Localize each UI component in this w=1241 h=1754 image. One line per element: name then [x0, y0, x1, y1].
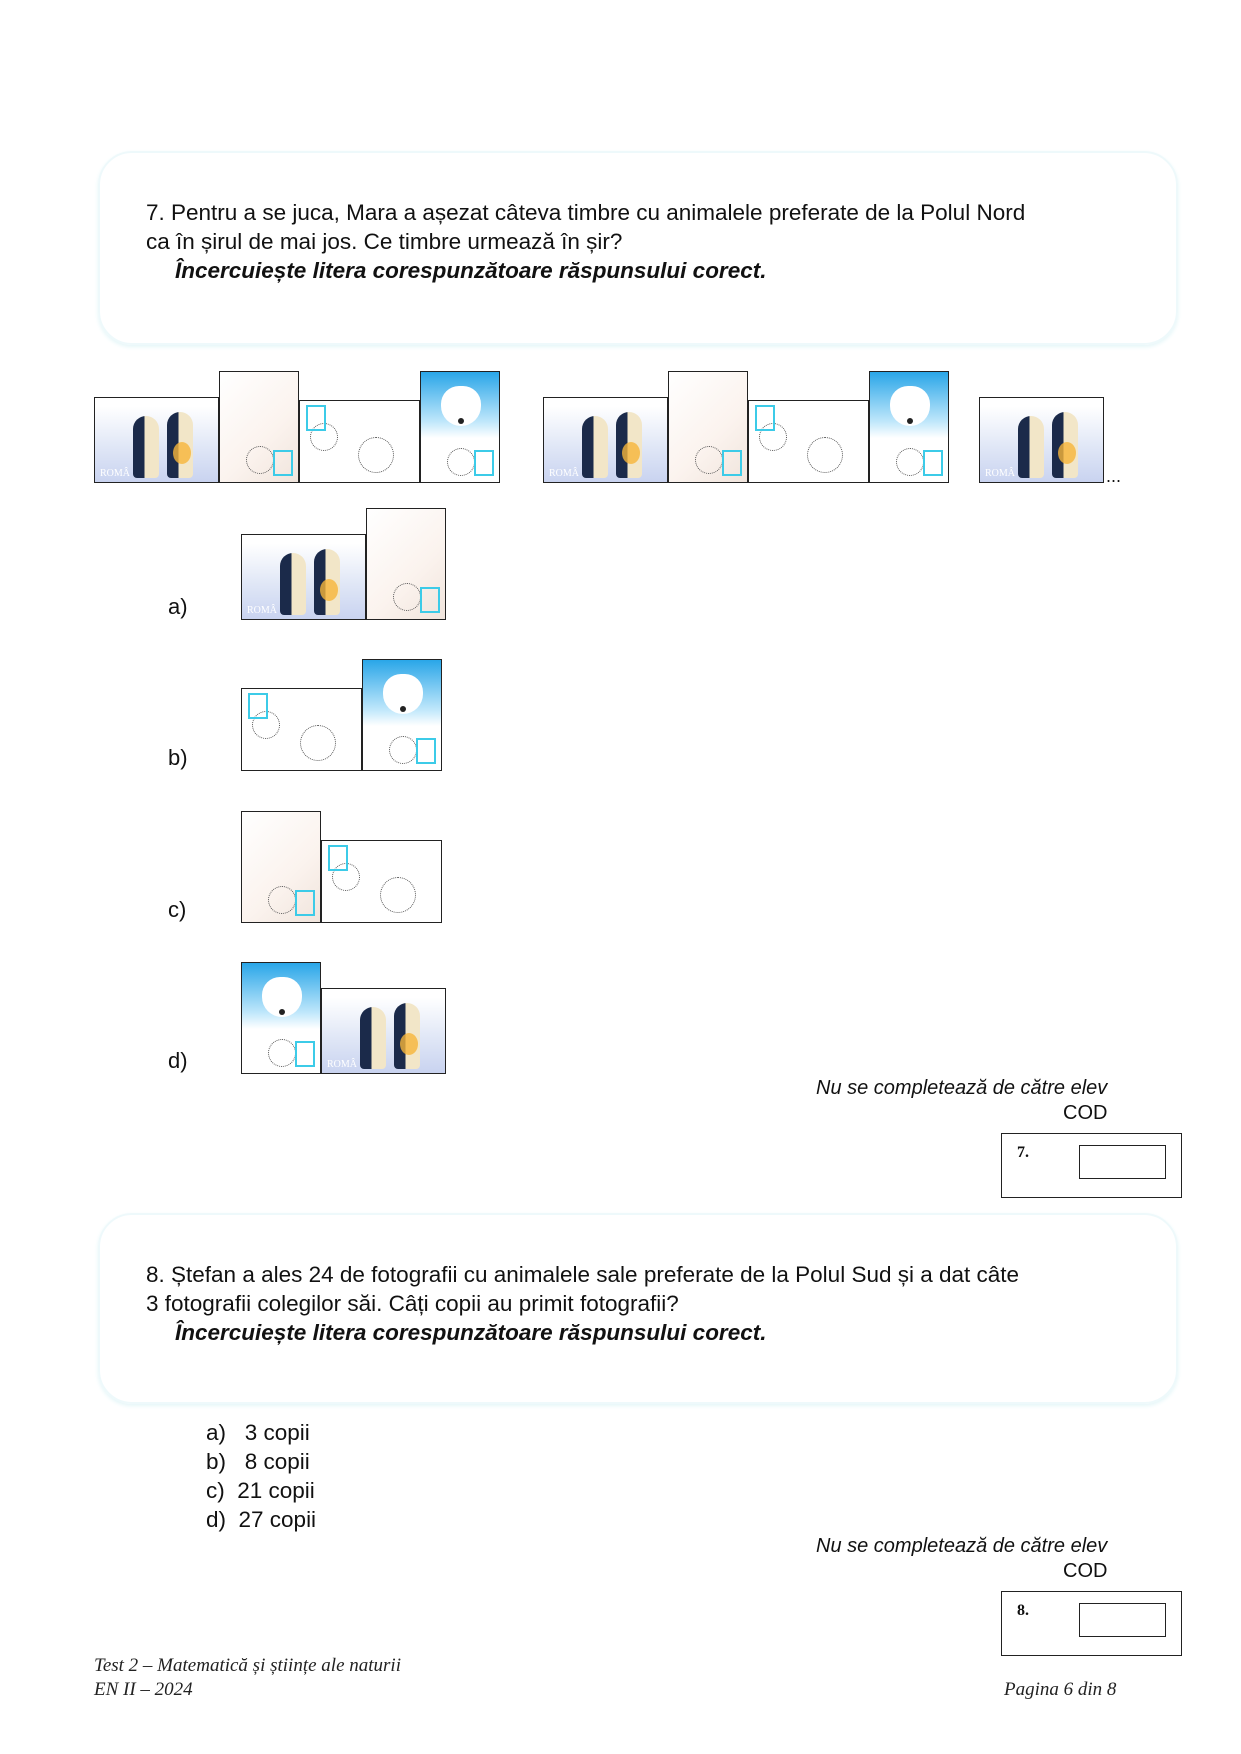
- mini-stamp: [755, 405, 775, 431]
- arctic-fox-stamp: [241, 962, 321, 1074]
- postmark-seal: [695, 446, 723, 474]
- penguins-stamp: [241, 534, 366, 620]
- question-8-text-line1: 8. Ștefan a ales 24 de fotografii cu animalele sale preferate de la Polul Sud și a dat câte: [146, 1262, 1020, 1287]
- stamp-country-mark: ROMÂ: [549, 468, 580, 479]
- answer-option-b[interactable]: b) 8 copii: [206, 1449, 310, 1474]
- penguin-belly: [320, 579, 338, 601]
- stamp-country-mark: ROMÂ: [985, 468, 1016, 479]
- grader-note-7: Nu se completează de către elev: [816, 1077, 1108, 1099]
- polar-bears-stamp: [299, 400, 420, 483]
- cod-input-8: [1079, 1603, 1166, 1637]
- postmark-seal: [358, 437, 394, 473]
- fox-nose: [458, 418, 464, 424]
- mini-stamp: [474, 450, 494, 476]
- fox-nose: [400, 706, 406, 712]
- penguins-stamp: [543, 397, 668, 483]
- penguins-stamp: [94, 397, 219, 483]
- polar-bears-stamp: [748, 400, 869, 483]
- postmark-seal: [447, 448, 475, 476]
- answer-option-a[interactable]: a) 3 copii: [206, 1420, 310, 1445]
- penguin-figure: [133, 416, 159, 478]
- arctic-fox-stamp: [420, 371, 500, 483]
- question-8-instruction: Încercuiește litera corespunzătoare răspunsului corect.: [175, 1320, 767, 1345]
- penguins-stamp: [979, 397, 1104, 483]
- polar-fox-stamp: [241, 811, 321, 923]
- postmark-seal: [246, 446, 274, 474]
- fox-nose: [279, 1009, 285, 1015]
- penguin-figure: [582, 416, 608, 478]
- polar-bears-stamp: [321, 840, 442, 923]
- mini-stamp: [248, 693, 268, 719]
- grader-note-8: Nu se completează de către elev: [816, 1535, 1108, 1557]
- penguin-figure: [360, 1007, 386, 1069]
- penguin-belly: [622, 442, 640, 464]
- stamp-country-mark: ROMÂ: [100, 468, 131, 479]
- postmark-seal: [380, 877, 416, 913]
- option-label: c): [168, 897, 187, 922]
- mini-stamp: [420, 587, 440, 613]
- stamp-country-mark: ROMÂ: [247, 605, 278, 616]
- footer-exam: EN II – 2024: [94, 1679, 193, 1700]
- cod-number-8: 8.: [1017, 1602, 1029, 1619]
- answer-option-d[interactable]: d) 27 copii: [206, 1507, 317, 1532]
- cod-box-8: [1001, 1591, 1182, 1656]
- cod-box-7: [1001, 1133, 1182, 1198]
- footer-page-number: Pagina 6 din 8: [1004, 1679, 1117, 1700]
- question-7-text-line1: 7. Pentru a se juca, Mara a așezat câteva timbre cu animalele preferate de la Polul Nord: [146, 200, 1026, 225]
- question-7-instruction: Încercuiește litera corespunzătoare răspunsului corect.: [175, 258, 767, 283]
- polar-fox-stamp: [219, 371, 299, 483]
- cod-input-7: [1079, 1145, 1166, 1179]
- polar-fox-stamp: [366, 508, 446, 620]
- postmark-seal: [807, 437, 843, 473]
- polar-bears-stamp: [241, 688, 362, 771]
- postmark-seal: [300, 725, 336, 761]
- question-8-text-line2: 3 fotografii colegilor săi. Câți copii au primit fotografii?: [146, 1291, 679, 1316]
- mini-stamp: [328, 845, 348, 871]
- arctic-fox-stamp: [362, 659, 442, 771]
- option-label: b): [168, 745, 188, 770]
- postmark-seal: [896, 448, 924, 476]
- fox-nose: [907, 418, 913, 424]
- penguin-belly: [1058, 442, 1076, 464]
- mini-stamp: [416, 738, 436, 764]
- mini-stamp: [273, 450, 293, 476]
- polar-fox-stamp: [668, 371, 748, 483]
- cod-label-7: COD: [1063, 1102, 1108, 1124]
- option-label: a): [168, 594, 188, 619]
- penguin-belly: [400, 1033, 418, 1055]
- mini-stamp: [306, 405, 326, 431]
- answer-option-c[interactable]: c) 21 copii: [206, 1478, 315, 1503]
- cod-number-7: 7.: [1017, 1144, 1029, 1161]
- question-7-text-line2: ca în șirul de mai jos. Ce timbre urmează în șir?: [146, 229, 623, 254]
- penguins-stamp: [321, 988, 446, 1074]
- cod-label-8: COD: [1063, 1560, 1108, 1582]
- penguin-figure: [280, 553, 306, 615]
- footer-test-title: Test 2 – Matematică și științe ale naturii: [94, 1655, 401, 1676]
- penguin-figure: [1018, 416, 1044, 478]
- postmark-seal: [268, 1039, 296, 1067]
- mini-stamp: [295, 890, 315, 916]
- penguin-belly: [173, 442, 191, 464]
- arctic-fox-stamp: [869, 371, 949, 483]
- mini-stamp: [295, 1041, 315, 1067]
- sequence-ellipsis: ...: [1106, 466, 1122, 486]
- postmark-seal: [389, 736, 417, 764]
- mini-stamp: [923, 450, 943, 476]
- mini-stamp: [722, 450, 742, 476]
- postmark-seal: [393, 583, 421, 611]
- stamp-country-mark: ROMÂ: [327, 1059, 358, 1070]
- option-label: d): [168, 1048, 188, 1073]
- postmark-seal: [268, 886, 296, 914]
